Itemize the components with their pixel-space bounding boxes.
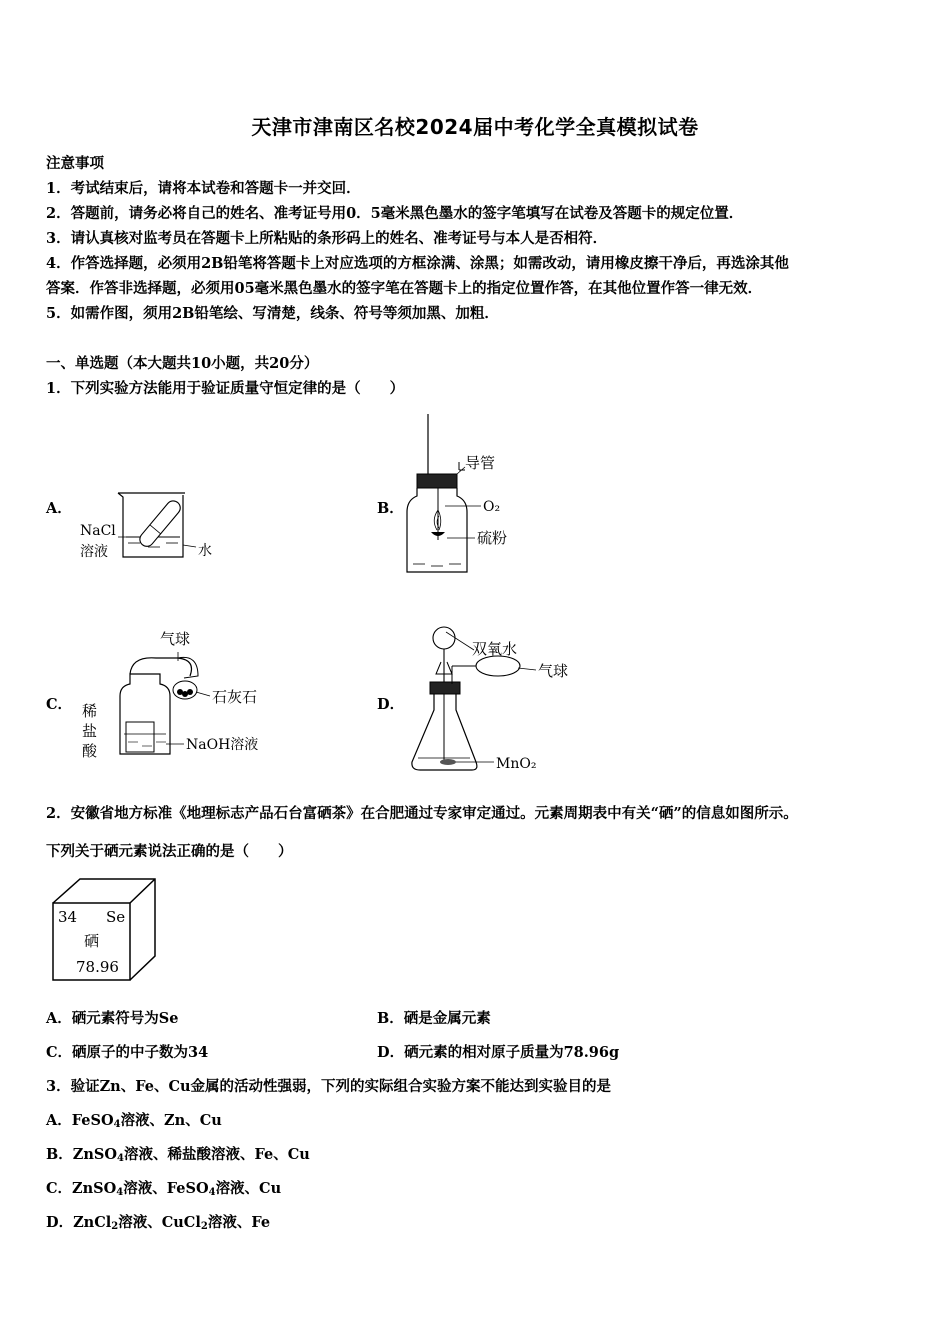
notice-item-5: 5．如需作图，须用2B铅笔绘、写清楚，线条、符号等须加黑、加粗． — [46, 305, 499, 322]
q3-option-d: D．ZnCl$_2$溶液、CuCl$_2$溶液、Fe — [46, 1214, 271, 1232]
fig-b-o2: O₂ — [483, 499, 501, 515]
fig-d-h2o2: 双氧水 — [472, 640, 518, 658]
fig-d-balloon: 气球 — [538, 662, 569, 680]
fig-a-solution: 溶液 — [80, 544, 108, 560]
q2-option-d: D．硒元素的相对原子质量为78.96g — [377, 1044, 620, 1061]
q1-label-a: A． — [46, 500, 72, 517]
fig-a-nacl: NaCl — [80, 523, 116, 539]
q3-option-c: C．ZnSO$_4$溶液、FeSO$_4$溶液、Cu — [46, 1180, 282, 1198]
fig-c-acid-3: 酸 — [82, 742, 98, 760]
q1-stem: 1．下列实验方法能用于验证质量守恒定律的是（ ） — [46, 380, 405, 397]
figure-b-gas-jar — [395, 412, 535, 582]
page-title: 天津市津南区名校2024届中考化学全真模拟试卷 — [251, 115, 699, 139]
fig-c-limestone: 石灰石 — [212, 688, 258, 706]
q3-option-a: A．FeSO$_4$溶液、Zn、Cu — [46, 1112, 222, 1130]
element-mass: 78.96 — [76, 958, 119, 976]
fig-c-balloon: 气球 — [160, 630, 191, 648]
figure-d-flask — [406, 622, 596, 777]
q3-stem: 3．验证Zn、Fe、Cu金属的活动性强弱，下列的实际组合实验方案不能达到实验目的是 — [46, 1078, 612, 1095]
fig-c-naoh: NaOH溶液 — [186, 737, 259, 753]
element-name: 硒 — [84, 932, 100, 950]
notice-item-4: 4．作答选择题，必须用2B铅笔将答题卡上对应选项的方框涂满、涂黑；如需改动，请用橡皮擦干净后，再选涂其他 — [46, 255, 789, 272]
notice-heading: 注意事项 — [46, 155, 104, 172]
fig-b-sulfur: 硫粉 — [477, 529, 508, 547]
element-card-se — [50, 876, 162, 984]
q2-stem-2: 下列关于硒元素说法正确的是（ ） — [46, 843, 293, 860]
q2-option-b: B．硒是金属元素 — [377, 1010, 491, 1027]
notice-item-4-cont: 答案．作答非选择题，必须用05毫米黑色墨水的签字笔在答题卡上的指定位置作答，在其他位置作答一律无效． — [46, 280, 763, 297]
fig-c-acid-1: 稀 — [82, 702, 98, 720]
section-heading: 一、单选题（本大题共10小题，共20分） — [46, 355, 319, 372]
notice-item-3: 3．请认真核对监考员在答题卡上所粘贴的条形码上的姓名、准考证号与本人是否相符． — [46, 230, 608, 247]
q3-option-b: B．ZnSO$_4$溶液、稀盐酸溶液、Fe、Cu — [46, 1146, 310, 1164]
fig-d-mno2: MnO₂ — [496, 756, 537, 772]
notice-item-1: 1．考试结束后，请将本试卷和答题卡一并交回． — [46, 180, 361, 197]
q2-option-c: C．硒原子的中子数为34 — [46, 1044, 209, 1061]
element-number: 34 — [58, 908, 78, 926]
figure-c-bottle — [78, 626, 278, 766]
q2-stem-1: 2．安徽省地方标准《地理标志产品石台富硒茶》在合肥通过专家审定通过。元素周期表中有关“硒”的信息如图所示。 — [46, 805, 798, 822]
q1-label-c: C． — [46, 696, 73, 713]
q1-label-d: D． — [377, 696, 405, 713]
notice-item-2: 2．答题前，请务必将自己的姓名、准考证号用0．5毫米黑色墨水的签字笔填写在试卷及答题卡的规定位置． — [46, 205, 744, 222]
element-symbol: Se — [106, 908, 126, 926]
q1-label-b: B． — [377, 500, 404, 517]
figure-a-beaker — [78, 485, 228, 565]
fig-c-acid-2: 盐 — [82, 722, 98, 740]
fig-b-tube: 导管 — [465, 454, 496, 472]
fig-a-water: 水 — [198, 543, 212, 559]
q2-option-a: A．硒元素符号为Se — [46, 1010, 179, 1027]
